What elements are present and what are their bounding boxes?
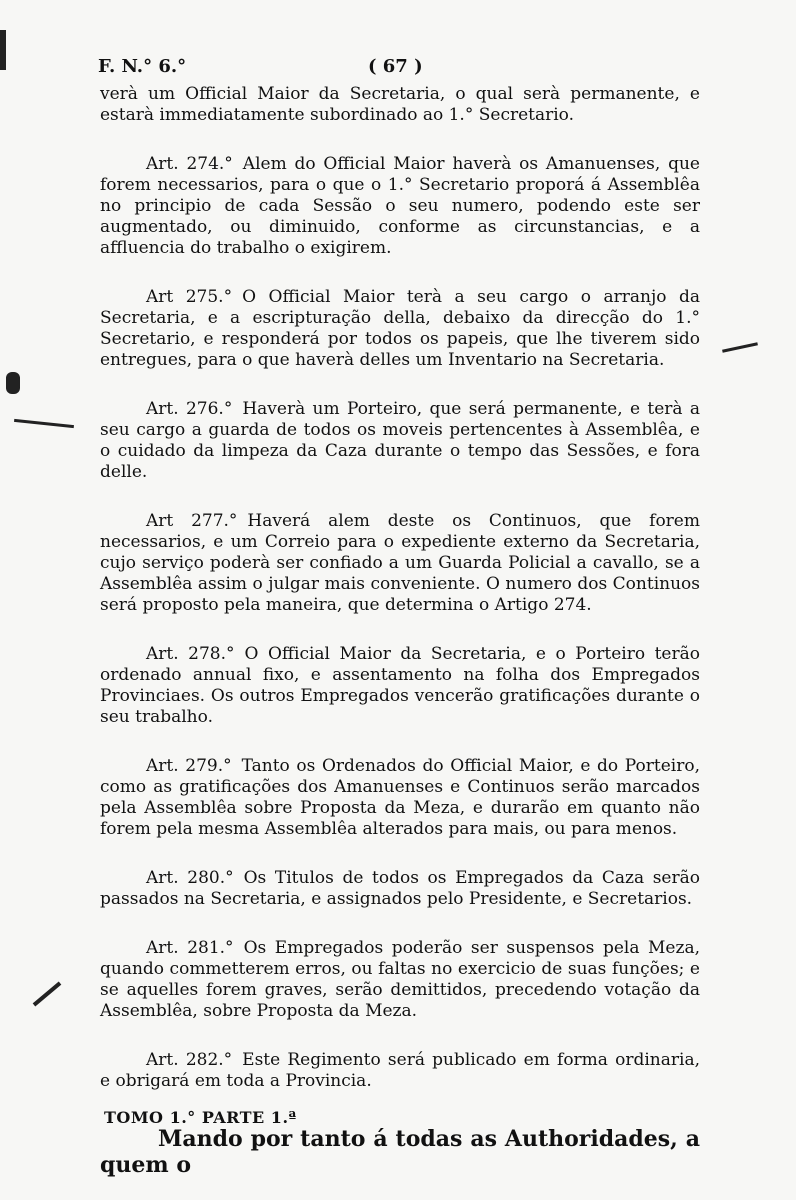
closing-line: Mando por tanto á todas as Authoridades, a quem o (100, 1126, 700, 1178)
article-label: Art. 278.° (146, 644, 235, 664)
article-text: Alem do Official Maior haverà os Amanuenses, que forem necessarios, para o que o 1.° Secretario proporá á Assemblêa no principio de cada Sessão o seu numero, podendo este ser augmentado, ou diminuido, conforme as circunstancias, e a affluencia do trabalho o exigirem. (100, 154, 700, 258)
article-text: O Official Maior terà a seu cargo o arranjo da Secretaria, e a escripturação della, debaixo da direcção do 1.° Secretario, e responderá por todos os papeis, que lhe tiverem sido entregues, para o que haverà delles um Inventario na Secretaria. (100, 287, 700, 370)
document-body (100, 84, 700, 1178)
article-paragraph (100, 756, 700, 840)
scan-edge-mark (0, 30, 6, 70)
page-header (98, 56, 698, 86)
article-text: verà um Official Maior da Secretaria, o qual serà permanente, e estarà immediatamente subordinado ao 1.° Secretario. (100, 84, 700, 125)
article-paragraph (100, 644, 700, 728)
article-paragraph (100, 938, 700, 1022)
scan-edge-mark (33, 982, 62, 1007)
scan-edge-mark (722, 342, 758, 352)
article-label: Art. 282.° (146, 1050, 233, 1070)
article-label: Art. 280.° (146, 868, 234, 888)
article-text: Os Empregados poderão ser suspensos pela Meza, quando commetterem erros, ou faltas no exercicio de suas funções; e se aquelles forem graves, serão demittidos, precedendo votação da Assemblêa, sobre Proposta da Meza. (100, 938, 700, 1021)
article-paragraph (100, 399, 700, 483)
page-number: ( 67 ) (368, 56, 423, 77)
article-label: Art. 281.° (146, 938, 234, 958)
issue-number: F. N.° 6.° (98, 56, 187, 77)
scan-edge-mark (6, 372, 20, 394)
article-text: Tanto os Ordenados do Official Maior, e do Porteiro, como as gratificações dos Amanuenses e Continuos serão marcados pela Assemblêa sobre Proposta da Meza, e durarão em quanto não forem pela mesma Assemblêa alterados para mais, ou para menos. (100, 756, 700, 839)
article-paragraph (100, 287, 700, 371)
volume-footer: TOMO 1.° PARTE 1.ª (104, 1108, 297, 1127)
article-paragraph (100, 511, 700, 616)
article-label: Art. 279.° (146, 756, 232, 776)
article-text: Este Regimento será publicado em forma ordinaria, e obrigará em toda a Provincia. (100, 1050, 700, 1091)
article-label: Art 275.° (146, 287, 233, 307)
article-label: Art. 274.° (146, 154, 233, 174)
article-text: Os Titulos de todos os Empregados da Caza serão passados na Secretaria, e assignados pelo Presidente, e Secretarios. (100, 868, 700, 909)
article-label: Art 277.° (146, 511, 238, 531)
article-label: Art. 276.° (146, 399, 233, 419)
article-text: Haverá alem deste os Continuos, que forem necessarios, e um Correio para o expediente externo da Secretaria, cujo serviço poderà ser confiado a um Guarda Policial a cavallo, se a Assemblêa assim o julgar mais conveniente. O numero dos Continuos será proposto pela maneira, que determina o Artigo 274. (100, 511, 700, 615)
continuation-paragraph (100, 84, 700, 126)
article-paragraph (100, 868, 700, 910)
article-paragraph (100, 1050, 700, 1092)
article-text: O Official Maior da Secretaria, e o Porteiro terão ordenado annual fixo, e assentamento na folha dos Empregados Provinciaes. Os outros Empregados vencerão gratificações durante o seu trabalho. (100, 644, 700, 727)
article-text: Haverà um Porteiro, que será permanente, e terà a seu cargo a guarda de todos os moveis pertencentes à Assemblêa, e o cuidado da limpeza da Caza durante o tempo das Sessões, e fora delle. (100, 399, 700, 482)
scan-edge-mark (14, 419, 74, 428)
article-paragraph (100, 154, 700, 259)
